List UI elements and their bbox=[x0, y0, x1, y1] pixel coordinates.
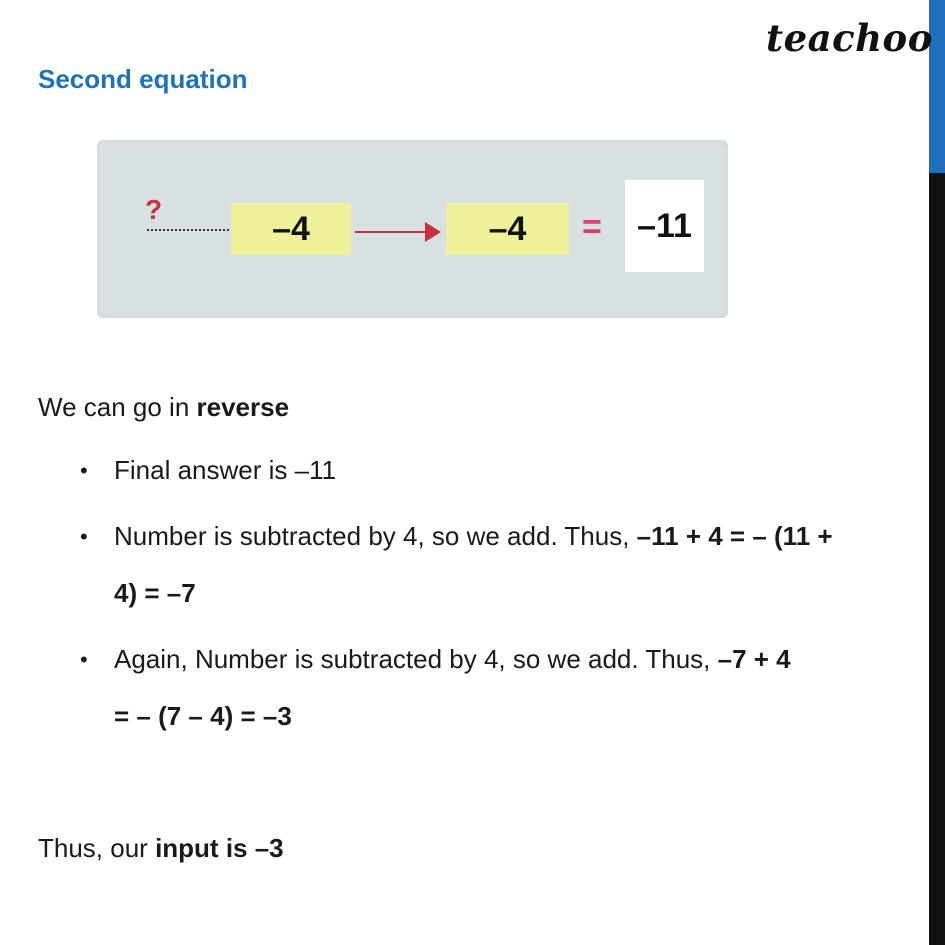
bullet-2-text: Number is subtracted by 4, so we add. Thus, bbox=[114, 521, 637, 551]
step-box-1: –4 bbox=[231, 203, 351, 255]
arrow-right-icon bbox=[355, 231, 427, 233]
bullet-3-bold-2: = – (7 – 4) = –3 bbox=[114, 701, 292, 731]
equation-diagram bbox=[97, 140, 728, 318]
dotted-connector bbox=[147, 229, 229, 231]
bullet-icon: • bbox=[80, 458, 88, 483]
bullet-3-line-1 bbox=[114, 644, 791, 675]
scrollbar-track[interactable] bbox=[929, 0, 945, 945]
bullet-2-bold-1: –11 + 4 = – (11 + bbox=[636, 521, 833, 551]
conclusion-text: Thus, our bbox=[38, 833, 156, 863]
bullet-2-bold-2: 4) = –7 bbox=[114, 578, 196, 608]
bullet-3-text: Again, Number is subtracted by 4, so we add. Thus, bbox=[114, 644, 718, 674]
conclusion-line bbox=[38, 833, 284, 864]
section-title: Second equation bbox=[38, 64, 248, 94]
bullet-1 bbox=[114, 455, 336, 486]
intro-line bbox=[38, 392, 289, 423]
equals-sign: = bbox=[582, 208, 602, 246]
bullet-3-bold-1: –7 + 4 bbox=[717, 644, 791, 674]
bullet-3-line-2 bbox=[114, 701, 292, 732]
bullet-1-text: Final answer is –11 bbox=[114, 455, 337, 485]
intro-bold: reverse bbox=[196, 392, 290, 422]
bullet-icon: • bbox=[80, 647, 88, 672]
bullet-2-line-2 bbox=[114, 578, 196, 609]
brand-logo: teachoo bbox=[766, 16, 933, 60]
bullet-icon: • bbox=[80, 524, 88, 549]
intro-text: We can go in bbox=[38, 392, 197, 422]
step-box-2: –4 bbox=[446, 203, 569, 255]
result-box: –11 bbox=[625, 180, 704, 272]
conclusion-bold: input is –3 bbox=[155, 833, 284, 863]
arrow-head-icon bbox=[425, 222, 441, 242]
bullet-2-line-1 bbox=[114, 521, 833, 552]
unknown-input-mark: ? bbox=[145, 194, 163, 225]
